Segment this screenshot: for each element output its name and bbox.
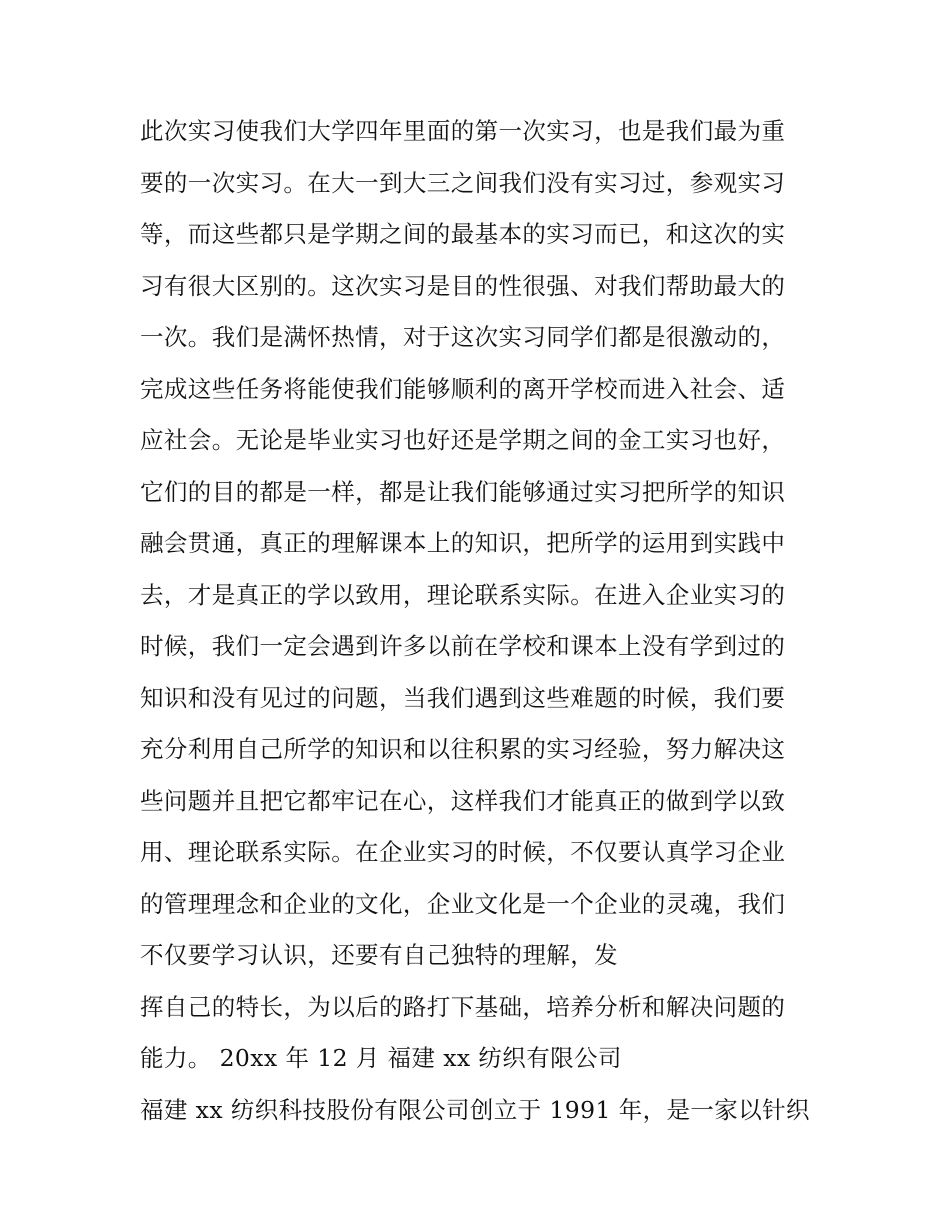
text-line: 它们的目的都是一样，都是让我们能够通过实习把所学的知识 — [140, 477, 786, 506]
text-line: 融会贯通，真正的理解课本上的知识，把所学的运用到实践中 — [140, 529, 786, 557]
text-line: 完成这些任务将能使我们能够顺利的离开学校而进入社会、适 — [140, 374, 786, 403]
text-line: 的管理理念和企业的文化，企业文化是一个企业的灵魂，我们 — [140, 889, 786, 918]
text-line: 不仅要学习认识，还要有自己独特的理解，发 — [140, 941, 618, 969]
text-line: 应社会。无论是毕业实习也好还是学期之间的金工实习也好， — [140, 426, 786, 454]
text-line: 挥自己的特长，为以后的路打下基础，培养分析和解决问题的 — [140, 992, 786, 1021]
text-line: 用、理论联系实际。在企业实习的时候，不仅要认真学习企业 — [140, 838, 786, 866]
text-line: 知识和没有见过的问题，当我们遇到这些难题的时候，我们要 — [140, 683, 786, 712]
text-line: 些问题并且把它都牢记在心，这样我们才能真正的做到学以致 — [140, 786, 786, 815]
signature-line: 能力。 20xx 年 12 月 福建 xx 纺织有限公司 — [140, 1044, 622, 1072]
text-line: 去，才是真正的学以致用，理论联系实际。在进入企业实习的 — [140, 580, 786, 609]
company-intro-line: 福建 xx 纺织科技股份有限公司创立于 1991 年，是一家以针织 — [140, 1095, 810, 1124]
body-text — [140, 106, 830, 1136]
text-line: 充分利用自己所学的知识和以往积累的实习经验，努力解决这 — [140, 735, 786, 763]
text-line: 等，而这些都只是学期之间的最基本的实习而已，和这次的实 — [140, 220, 786, 248]
text-line: 此次实习使我们大学四年里面的第一次实习，也是我们最为重 — [140, 117, 786, 145]
text-line: 一次。我们是满怀热情，对于这次实习同学们都是很激动的， — [140, 323, 786, 351]
text-line: 要的一次实习。在大一到大三之间我们没有实习过，参观实习 — [140, 168, 786, 197]
text-line: 习有很大区别的。这次实习是目的性很强、对我们帮助最大的 — [140, 271, 786, 300]
text-line: 时候，我们一定会遇到许多以前在学校和课本上没有学到过的 — [140, 632, 786, 660]
